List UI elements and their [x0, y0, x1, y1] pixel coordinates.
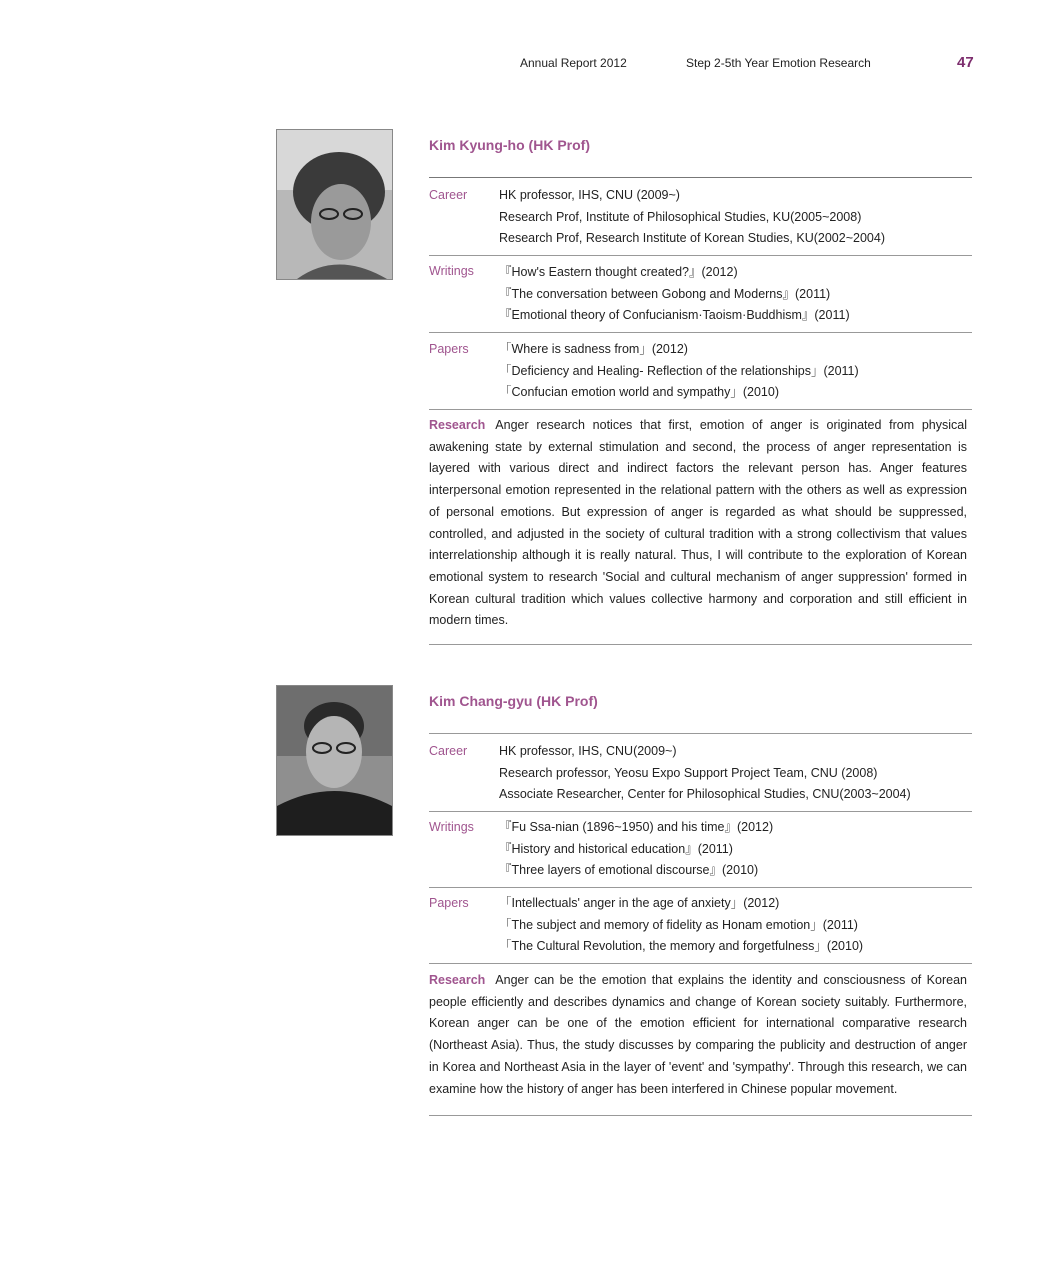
- writings-list: [499, 817, 773, 882]
- career-item: Research professor, Yeosu Expo Support Project Team, CNU (2008): [499, 765, 878, 780]
- writings-label: Writings: [429, 264, 474, 278]
- writings-item: 『How's Eastern thought created?』(2012): [499, 265, 738, 279]
- portrait-photo-image: [277, 130, 392, 279]
- running-header-report: Annual Report 2012: [520, 56, 627, 70]
- divider: [429, 332, 972, 333]
- career-item: HK professor, IHS, CNU (2009~): [499, 188, 680, 202]
- writings-item: 『History and historical education』(2011): [499, 841, 733, 856]
- portrait-photo: [276, 685, 393, 836]
- page-number: 47: [957, 54, 974, 71]
- career-label: Career: [429, 744, 468, 758]
- profile-name: Kim Chang-gyu (HK Prof): [429, 693, 598, 709]
- papers-item: 「Where is sadness from」(2012): [499, 342, 688, 356]
- divider: [429, 1115, 972, 1116]
- papers-item: 「The Cultural Revolution, the memory and forgetfulness」(2010): [499, 939, 864, 954]
- divider: [429, 811, 972, 812]
- divider: [429, 255, 972, 256]
- papers-item: 「Deficiency and Healing- Reflection of the relationships」(2011): [499, 363, 859, 378]
- portrait-photo: [276, 129, 393, 280]
- portrait-photo-image: [277, 686, 392, 835]
- career-label: Career: [429, 188, 468, 202]
- career-item: HK professor, IHS, CNU(2009~): [499, 744, 677, 758]
- writings-item: 『The conversation between Gobong and Moderns』(2011): [499, 286, 831, 301]
- divider: [429, 733, 972, 734]
- papers-item: 「Intellectuals' anger in the age of anxiety」(2012): [499, 896, 780, 910]
- career-list: [499, 741, 911, 806]
- divider: [429, 963, 972, 964]
- running-header-section: Step 2-5th Year Emotion Research: [686, 56, 871, 70]
- papers-item: 「The subject and memory of fidelity as Honam emotion」(2011): [499, 917, 858, 932]
- research-paragraph: [429, 415, 967, 632]
- writings-list: [499, 262, 850, 327]
- research-text: Anger can be the emotion that explains the identity and consciousness of Korean people efficiently and describes dynamics and change of Korean society suitably. Furthermore, Korean anger can be one of the emotion efficient for international comparative research (Northeast Asia). Thus, the study discusses by comparing the publicity and destruction of anger in Korea and Northeast Asia in the layer of 'event' and 'sympathy'. Through this research, we can examine how the history of anger has been interfered in Chinese popular movement.: [429, 973, 967, 1096]
- career-item: Research Prof, Research Institute of Korean Studies, KU(2002~2004): [499, 231, 885, 246]
- research-text: Anger research notices that first, emotion of anger is originated from physical awakening state by external stimulation and second, the process of anger representation is layered with various direct and indirect factors the relevant person has. Anger features interpersonal emotion represented in the relational pattern with the others as well as expression of personal emotions. But expression of anger is regarded as what should be suppressed, controlled, and adjusted in the society of cultural tradition with a strong collectivism that values interrelationship although it is really natural. Thus, I will contribute to the exploration of Korean emotional system to research 'Social and cultural mechanism of anger suppression' formed in Korean cultural tradition which values collective harmony and corporation and still efficient in modern times.: [429, 418, 967, 628]
- research-paragraph: [429, 970, 967, 1100]
- research-label: Research: [429, 973, 486, 987]
- papers-label: Papers: [429, 342, 469, 356]
- papers-item: 「Confucian emotion world and sympathy」(2010): [499, 385, 779, 400]
- divider: [429, 887, 972, 888]
- papers-label: Papers: [429, 896, 469, 910]
- career-list: [499, 185, 885, 250]
- writings-item: 『Fu Ssa-nian (1896~1950) and his time』(2012): [499, 820, 774, 834]
- writings-item: 『Emotional theory of Confucianism·Taoism·Buddhism』(2011): [499, 308, 850, 323]
- research-label: Research: [429, 418, 486, 432]
- papers-list: [499, 339, 859, 404]
- profile-kim-kyung-ho: [0, 129, 1039, 649]
- career-item: Research Prof, Institute of Philosophical Studies, KU(2005~2008): [499, 209, 862, 224]
- profile-kim-chang-gyu: [0, 685, 1039, 1125]
- writings-item: 『Three layers of emotional discourse』(2010): [499, 863, 759, 878]
- profile-name: Kim Kyung-ho (HK Prof): [429, 137, 590, 153]
- divider: [429, 644, 972, 645]
- divider: [429, 409, 972, 410]
- papers-list: [499, 893, 863, 958]
- divider: [429, 177, 972, 178]
- writings-label: Writings: [429, 820, 474, 834]
- career-item: Associate Researcher, Center for Philosophical Studies, CNU(2003~2004): [499, 787, 911, 802]
